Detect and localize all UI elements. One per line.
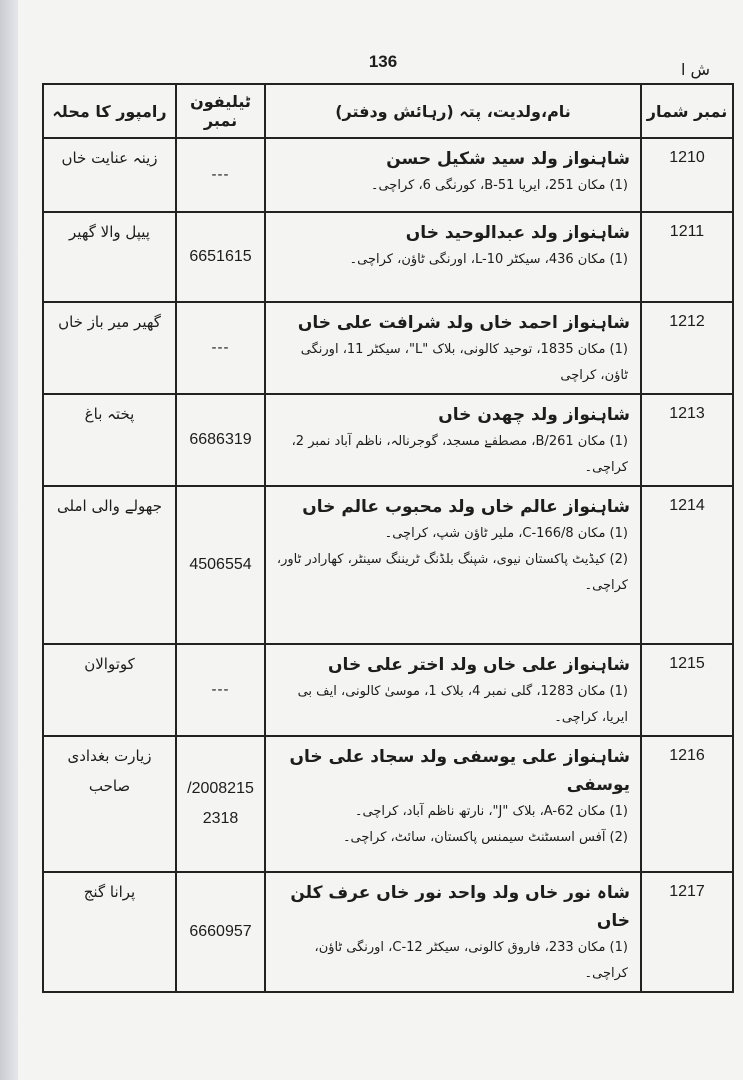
locality-cell <box>43 644 176 736</box>
phone-cell <box>176 486 265 644</box>
phone-cell <box>176 302 265 394</box>
locality-cell <box>43 872 176 992</box>
phone-number: 2008215/ <box>187 780 254 797</box>
address-line: (2) آفس اسسٹنٹ سیمنس پاکستان، سائٹ، کراچی۔ <box>342 830 628 845</box>
phone-number: --- <box>211 681 230 698</box>
phone-cell <box>176 138 265 212</box>
name-address-cell <box>265 138 641 212</box>
header-area: رامپور کا محلہ <box>43 84 176 138</box>
locality-name: زیارت بغدادی <box>67 747 152 765</box>
entry-name: شاہنواز احمد خاں ولد شرافت علی خاں <box>297 313 630 333</box>
phone-number: 6686319 <box>189 431 252 448</box>
page-number: 136 <box>368 52 398 71</box>
locality-name: کوتوالان <box>84 655 135 673</box>
locality-name: صاحب <box>88 777 131 795</box>
name-address-cell <box>265 486 641 644</box>
locality-cell <box>43 212 176 302</box>
phone-cell <box>176 394 265 486</box>
phone-cell <box>176 736 265 872</box>
address-line: (1) مکان 1283، گلی نمبر 4، بلاک 1، موسیٰ کالونی، ایف بی ایریا، کراچی۔ <box>297 684 628 725</box>
book-page <box>18 0 743 1080</box>
entry-name: شاہنواز علی یوسفی ولد سجاد علی خاں یوسفی <box>289 747 630 795</box>
serial-number: 1212 <box>641 302 733 394</box>
table-row <box>43 138 733 212</box>
serial-number: 1215 <box>641 644 733 736</box>
name-address-cell <box>265 644 641 736</box>
name-address-cell <box>265 736 641 872</box>
locality-cell <box>43 302 176 394</box>
address-line: (1) مکان 436، سیکٹر L-10، اورنگی ٹاؤن، کراچی۔ <box>349 252 628 267</box>
serial-number: 1211 <box>641 212 733 302</box>
table-row <box>43 736 733 872</box>
table-row <box>43 394 733 486</box>
running-head: ش ا <box>680 60 710 79</box>
serial-number: 1217 <box>641 872 733 992</box>
locality-cell <box>43 736 176 872</box>
header-phone: ٹیلیفون نمبر <box>176 84 265 138</box>
serial-number: 1216 <box>641 736 733 872</box>
locality-name: پرانا گنج <box>83 883 136 901</box>
phone-number: 2318 <box>202 810 239 827</box>
address-line: (2) کیڈیٹ پاکستان نیوی، شپنگ بلڈنگ ٹریننگ سینٹر، کھارادر ٹاور، <box>276 552 628 567</box>
phone-number: --- <box>211 339 230 356</box>
address-line: کراچی۔ <box>584 578 628 593</box>
directory-table <box>42 83 734 993</box>
entry-name: شاہنواز عالم خاں ولد محبوب عالم خاں <box>302 497 630 517</box>
address-line: (1) مکان 1835، توحید کالونی، بلاک "L"، سیکٹر 11، اورنگی ٹاؤن، کراچی <box>300 342 628 383</box>
phone-cell <box>176 872 265 992</box>
table-row <box>43 212 733 302</box>
address-line: (1) مکان C-166/8، ملیر ٹاؤن شپ، کراچی۔ <box>384 526 628 541</box>
name-address-cell <box>265 212 641 302</box>
header-name: نام،ولدیت، پتہ (رہائش ودفتر) <box>265 84 641 138</box>
phone-number: 6660957 <box>189 923 252 940</box>
entry-name: شاہنواز ولد سید شکیل حسن <box>386 149 630 169</box>
entry-name: شاہنواز ولد عبدالوحید خاں <box>405 223 630 243</box>
locality-cell <box>43 394 176 486</box>
phone-number: --- <box>211 166 230 183</box>
name-address-cell <box>265 394 641 486</box>
locality-name: گھیر میر باز خاں <box>58 313 161 331</box>
locality-cell <box>43 486 176 644</box>
locality-name: زینہ عنایت خاں <box>61 149 158 167</box>
entry-name: شاہنواز ولد چھدن خاں <box>438 405 630 425</box>
name-address-cell <box>265 872 641 992</box>
serial-number: 1213 <box>641 394 733 486</box>
locality-name: پختہ باغ <box>84 405 135 423</box>
table-header-row <box>43 84 733 138</box>
serial-number: 1214 <box>641 486 733 644</box>
table-row <box>43 872 733 992</box>
header-serial: نمبر شمار <box>641 84 733 138</box>
serial-number: 1210 <box>641 138 733 212</box>
phone-cell <box>176 644 265 736</box>
table-row <box>43 644 733 736</box>
phone-number: 6651615 <box>189 248 252 265</box>
entry-name: شاہنواز علی خاں ولد اختر علی خاں <box>328 655 630 675</box>
address-line: (1) مکان 251، ایریا B-51، کورنگی 6، کراچی۔ <box>370 178 628 193</box>
address-line: (1) مکان 233، فاروق کالونی، سیکٹر 12-C، اورنگی ٹاؤن، کراچی۔ <box>314 940 628 981</box>
address-line: (1) مکان A-62، بلاک "J"، نارتھ ناظم آباد، کراچی۔ <box>354 804 628 819</box>
table-body <box>43 138 733 992</box>
table-row <box>43 486 733 644</box>
name-address-cell <box>265 302 641 394</box>
phone-cell <box>176 212 265 302</box>
book-binding-edge <box>0 0 18 1080</box>
locality-name: پیپل والا گھیر <box>69 223 150 241</box>
table-row <box>43 302 733 394</box>
address-line: (1) مکان B/261، مصطفےٰ مسجد، گوجرنالہ، ناظم آباد نمبر 2، کراچی۔ <box>291 434 628 475</box>
phone-number: 4506554 <box>189 556 252 573</box>
locality-name: جھولے والی املی <box>57 497 162 515</box>
locality-cell <box>43 138 176 212</box>
entry-name: شاہ نور خاں ولد واحد نور خاں عرف کلن خاں <box>290 883 630 931</box>
